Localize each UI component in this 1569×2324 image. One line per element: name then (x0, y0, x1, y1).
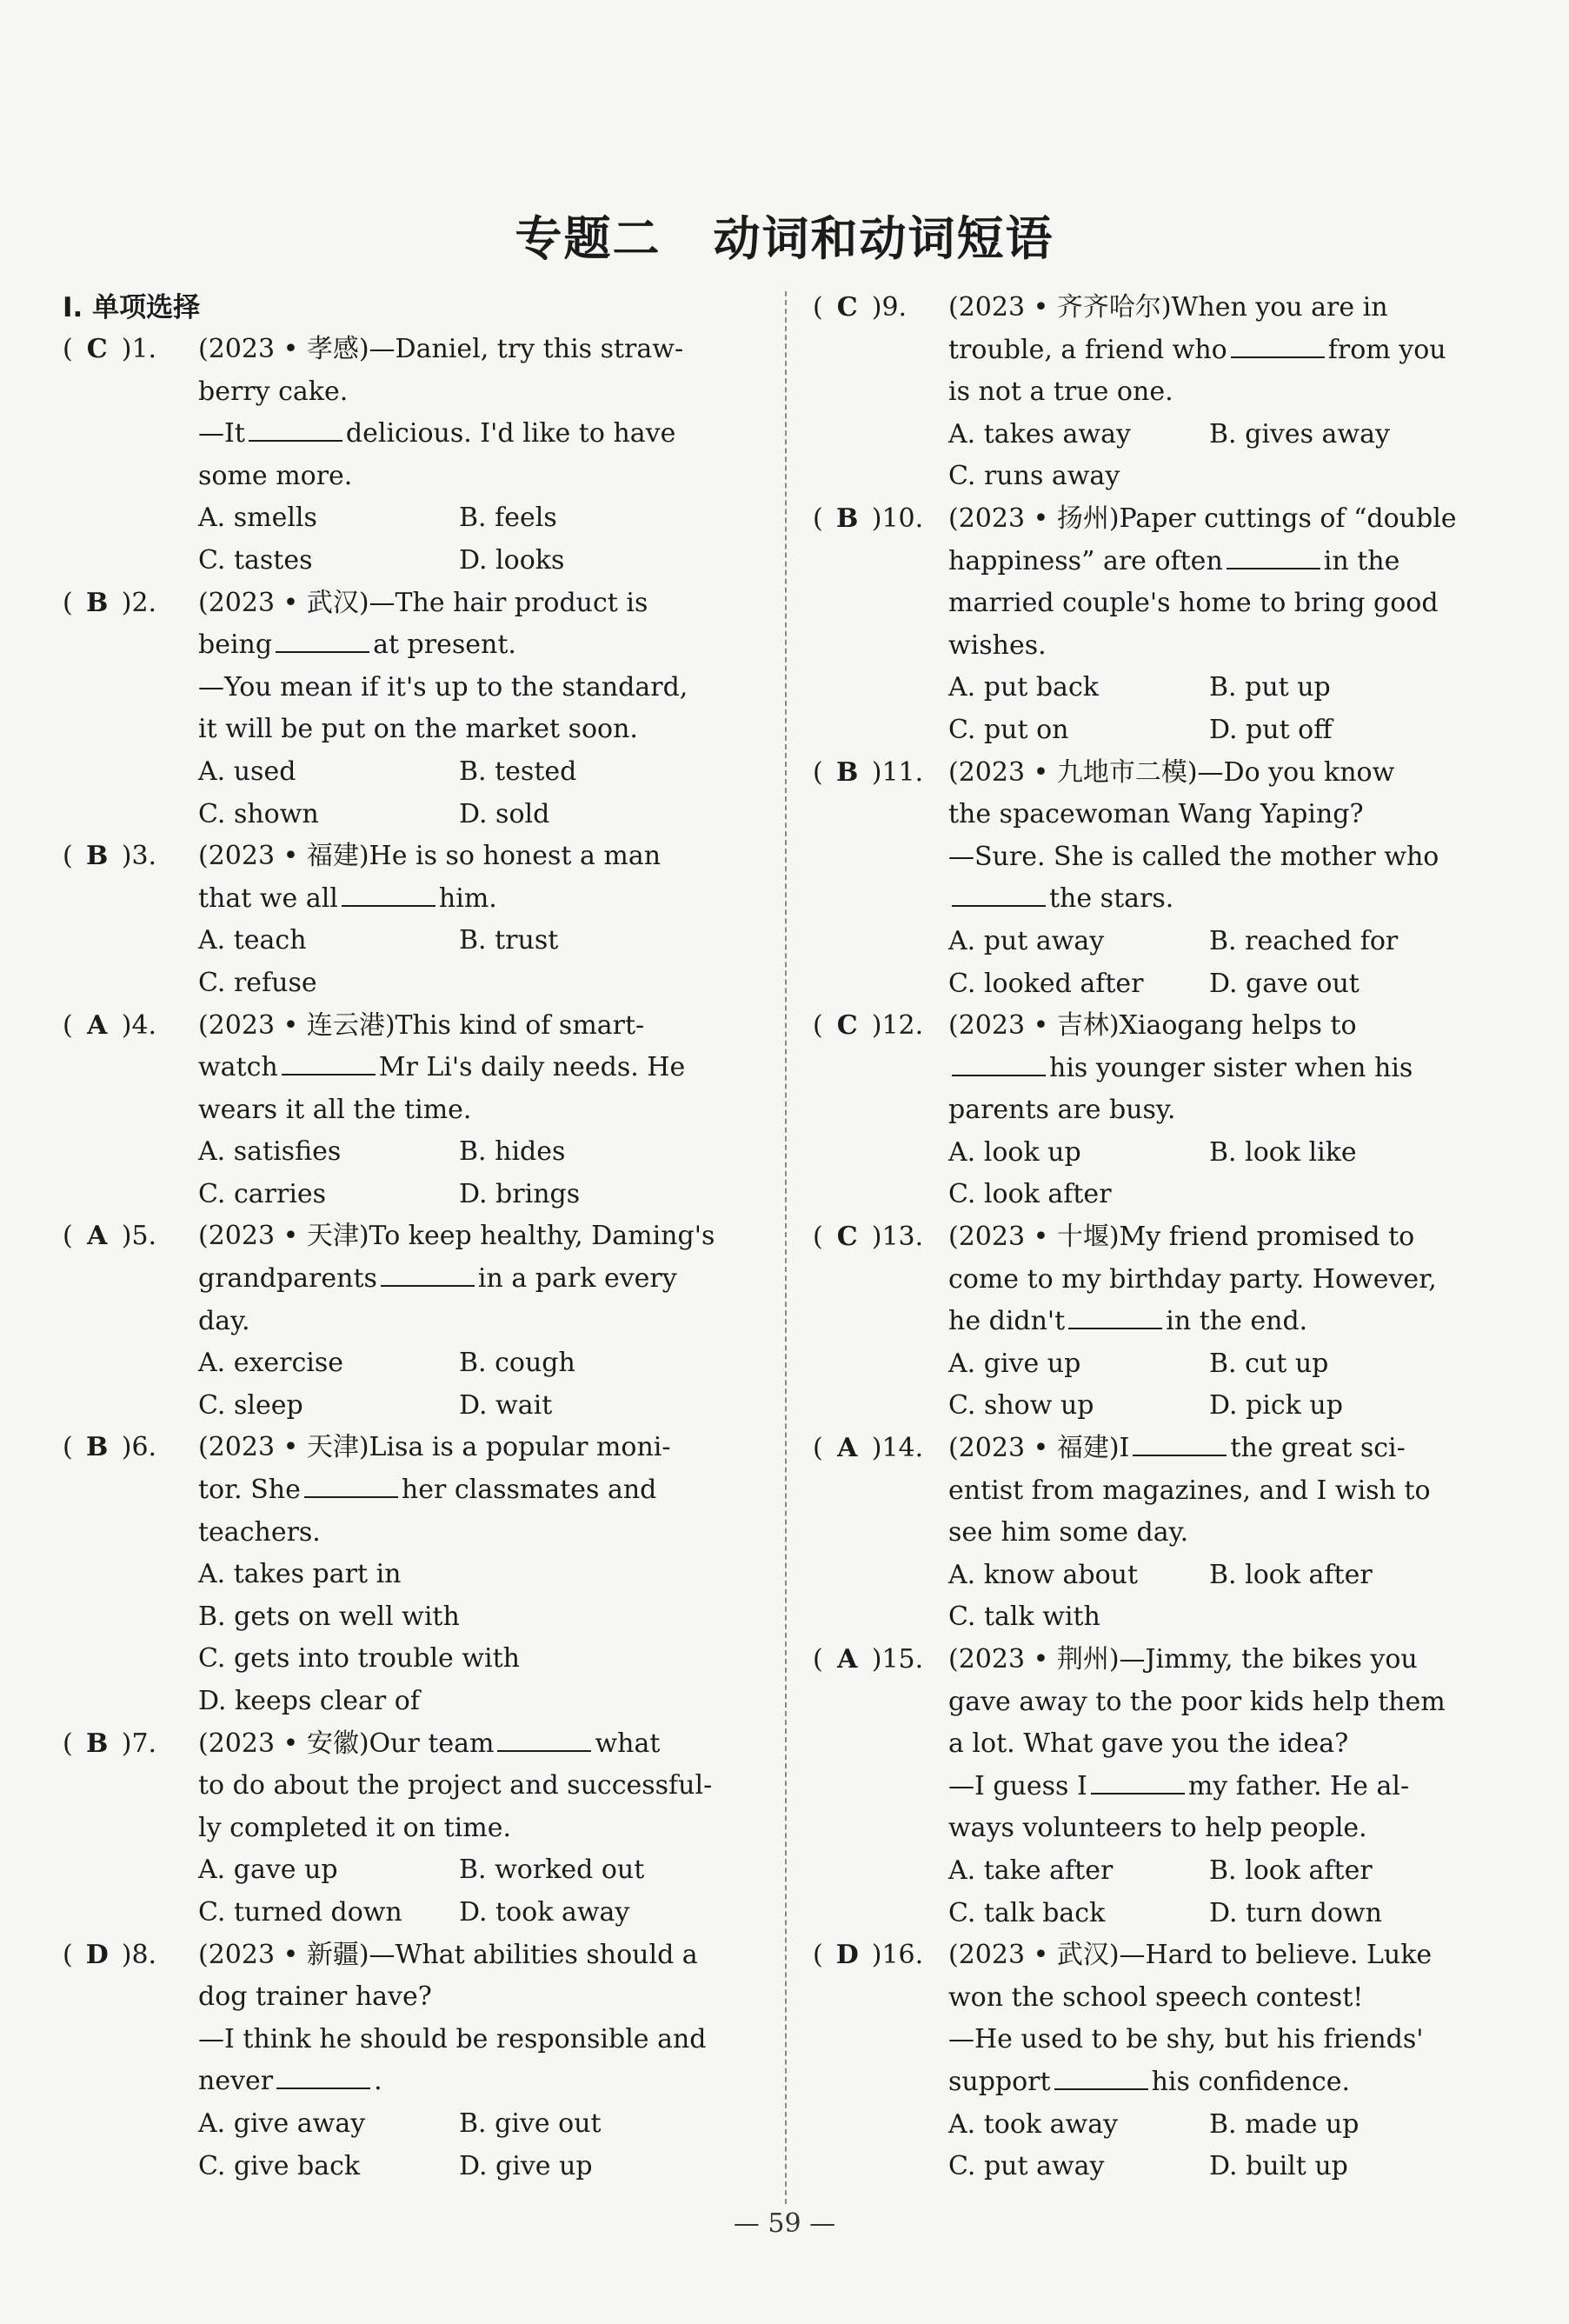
answer-letter: A (87, 1221, 108, 1252)
option: B. reached for (1209, 925, 1399, 956)
answer-letter: D (835, 1940, 859, 1971)
option: B. cut up (1209, 1348, 1329, 1379)
question-source: (2023 • 天津) (198, 1432, 369, 1463)
option: D. took away (459, 1896, 630, 1928)
question-source: (2023 • 武汉) (198, 587, 369, 618)
question-source: (2023 • 福建) (198, 841, 369, 872)
option: C. talk with (948, 1601, 1100, 1633)
left-column (63, 287, 758, 2187)
answer-bracket: ( C )12. (813, 1005, 948, 1048)
answer-bracket: ( C )1. (63, 329, 198, 371)
answer-blank (1054, 2062, 1148, 2090)
question-13: ( C )13. (2023 • 十堰)My friend promised to come to my birthday party. However, he didn't in the end. A. give up B. cut up C. show up D. pick up (813, 1216, 1508, 1428)
option: A. satisfies (198, 1136, 342, 1168)
option: D. looks (459, 544, 565, 576)
option: D. brings (459, 1178, 581, 1209)
question-2: ( B )2. (2023 • 武汉)—The hair product is being at present. —You mean if it's up to the standard, it will be put on the market soon. A. used B. tested C. shown D. sold (63, 583, 758, 836)
option: A. take after (948, 1855, 1114, 1886)
question-source: (2023 • 荆州) (948, 1644, 1120, 1675)
question-number: 10. (881, 503, 924, 534)
question-number: 16. (881, 1940, 924, 1971)
question-11: ( B )11. (2023 • 九地市二模)—Do you know the spacewoman Wang Yaping? —Sure. She is called the mother who the stars. A. put away B. reached for C. looked after D. gave out (813, 752, 1508, 1006)
option: A. used (198, 756, 296, 787)
answer-blank (1227, 542, 1320, 569)
question-number: 12. (881, 1010, 924, 1042)
option: D. wait (459, 1389, 553, 1421)
question-15: ( A )15. (2023 • 荆州)—Jimmy, the bikes you gave away to the poor kids help them a lot. What gave you the idea? —I guess I my father. He al- ways volunteers to help people. A. take after B. look after C. talk back D. turn down (813, 1639, 1508, 1934)
question-source: (2023 • 武汉) (948, 1940, 1120, 1971)
option: A. gave up (198, 1855, 338, 1886)
options (813, 667, 1508, 751)
answer-letter: B (86, 1728, 109, 1759)
page-title: 专题二 动词和动词短语 (515, 211, 1054, 266)
option: B. gives away (1209, 418, 1390, 449)
answer-blank (952, 1049, 1046, 1076)
option: C. put on (948, 714, 1069, 745)
question-source: (2023 • 新疆) (198, 1939, 369, 1970)
answer-blank (276, 2061, 370, 2089)
answer-bracket: ( B )11. (813, 752, 948, 795)
question-number: 9. (881, 292, 907, 323)
answer-bracket: ( B )7. (63, 1723, 198, 1766)
options (63, 497, 758, 582)
options (813, 1343, 1508, 1428)
answer-blank (381, 1259, 475, 1287)
question-16: ( D )16. (2023 • 武汉)—Hard to believe. Luke won the school speech contest! —He used to be shy, but his friends' support his confidence. A. took away B. made up C. put away D. built up (813, 1934, 1508, 2188)
option: A. give up (948, 1348, 1081, 1379)
question-number: 11. (881, 756, 924, 788)
section-heading: Ⅰ. 单项选择 (63, 292, 201, 323)
question-6: ( B )6. (2023 • 天津)Lisa is a popular moni- tor. She her classmates and teachers. A. takes part in B. gets on well with C. gets into trouble with D. keeps clear of (63, 1427, 758, 1722)
answer-blank (282, 1048, 376, 1075)
answer-letter: B (836, 756, 859, 788)
options (63, 2103, 758, 2187)
answer-letter: B (86, 841, 109, 872)
question-7: ( B )7. (2023 • 安徽)Our team what to do about the project and successful- ly completed it on time. A. gave up B. worked out C. turned down D. took away (63, 1723, 758, 1934)
option: C. refuse (198, 967, 317, 998)
question-3: ( B )3. (2023 • 福建)He is so honest a man that we all him. A. teach B. trust C. refuse (63, 836, 758, 1004)
answer-letter: B (86, 1432, 109, 1463)
option: B. gets on well with (198, 1601, 460, 1632)
answer-bracket: ( D )8. (63, 1934, 198, 1977)
answer-letter: D (85, 1939, 109, 1970)
question-5: ( A )5. (2023 • 天津)To keep healthy, Daming's grandparents in a park every day. A. exercise B. cough C. sleep D. wait (63, 1215, 758, 1427)
answer-bracket: ( B )3. (63, 836, 198, 878)
option: B. hides (459, 1136, 566, 1168)
answer-blank (304, 1470, 398, 1498)
question-number: 15. (881, 1644, 924, 1675)
option: B. made up (1209, 2108, 1360, 2140)
answer-bracket: ( A )4. (63, 1005, 198, 1048)
question-number: 2. (131, 587, 157, 618)
question-source: (2023 • 吉林) (948, 1010, 1120, 1042)
options (813, 1850, 1508, 1934)
question-number: 1. (131, 334, 157, 364)
option: C. sleep (198, 1389, 303, 1421)
question-14: ( A )14. (2023 • 福建)I the great sci- entist from magazines, and I wish to see him some day. A. know about B. look after C. talk with (813, 1428, 1508, 1639)
answer-bracket: ( B )6. (63, 1427, 198, 1469)
option: D. sold (459, 798, 550, 829)
option: D. keeps clear of (198, 1686, 420, 1716)
page-number: — 59 — (733, 2208, 836, 2239)
question-source: (2023 • 齐齐哈尔) (948, 292, 1172, 323)
answer-letter: A (837, 1433, 858, 1464)
question-source: (2023 • 天津) (198, 1221, 369, 1252)
option: B. trust (459, 925, 559, 956)
options (63, 1849, 758, 1934)
option: B. cough (459, 1348, 575, 1379)
answer-blank (1068, 1302, 1162, 1329)
option: B. worked out (459, 1855, 645, 1886)
question-number: 7. (131, 1728, 157, 1759)
options (63, 751, 758, 836)
option: B. feels (459, 503, 557, 534)
option: A. smells (198, 503, 317, 534)
answer-letter: B (836, 503, 859, 534)
answer-bracket: ( C )13. (813, 1216, 948, 1259)
question-source: (2023 • 连云港) (198, 1009, 396, 1041)
option: A. put away (948, 925, 1105, 956)
question-source: (2023 • 九地市二模) (948, 756, 1198, 788)
options (813, 921, 1508, 1005)
option: C. turned down (198, 1896, 402, 1928)
answer-blank (342, 879, 435, 907)
options (813, 2104, 1508, 2188)
option: C. shown (198, 798, 319, 829)
option: C. show up (948, 1390, 1094, 1422)
option: C. give back (198, 2150, 361, 2181)
option: A. takes away (948, 418, 1131, 449)
question-number: 14. (881, 1433, 924, 1464)
answer-bracket: ( B )10. (813, 498, 948, 541)
option: D. pick up (1209, 1390, 1343, 1422)
column-divider (785, 291, 787, 2204)
question-source: (2023 • 福建) (948, 1433, 1120, 1464)
question-number: 13. (881, 1222, 924, 1253)
answer-blank (1133, 1428, 1227, 1456)
question-12: ( C )12. (2023 • 吉林)Xiaogang helps to his younger sister when his parents are busy. A. look up B. look like C. look after (813, 1005, 1508, 1216)
option: A. look up (948, 1136, 1081, 1168)
option: D. turn down (1209, 1897, 1382, 1928)
option: B. put up (1209, 672, 1331, 703)
option: C. look after (948, 1179, 1112, 1210)
answer-letter: A (87, 1009, 108, 1041)
answer-letter: C (86, 334, 108, 364)
option: A. teach (198, 925, 307, 956)
options (813, 1555, 1508, 1639)
options (63, 1554, 758, 1722)
answer-bracket: ( A )5. (63, 1215, 198, 1258)
option: B. give out (459, 2108, 602, 2139)
question-9: ( C )9. (2023 • 齐齐哈尔)When you are in trouble, a friend who from you is not a true one. A. takes away B. gives away C. runs away (813, 287, 1508, 498)
right-column (813, 287, 1508, 2188)
answer-bracket: ( A )15. (813, 1639, 948, 1681)
question-source: (2023 • 扬州) (948, 503, 1120, 534)
question-4: ( A )4. (2023 • 连云港)This kind of smart- watch Mr Li's daily needs. He wears it all the time. A. satisfies B. hides C. carries D. brings (63, 1005, 758, 1216)
option: C. carries (198, 1178, 327, 1209)
options (813, 1132, 1508, 1216)
option: C. tastes (198, 544, 313, 576)
answer-blank (276, 625, 369, 653)
option: A. took away (948, 2108, 1119, 2140)
option: D. give up (459, 2150, 593, 2181)
question-number: 4. (131, 1009, 157, 1041)
option: C. looked after (948, 968, 1144, 999)
option: C. gets into trouble with (198, 1643, 520, 1675)
answer-letter: B (86, 587, 109, 618)
option: B. tested (459, 756, 577, 787)
option: D. built up (1209, 2151, 1348, 2182)
options (63, 1131, 758, 1215)
option: A. takes part in (198, 1559, 402, 1590)
option: A. put back (948, 672, 1099, 703)
answer-blank (952, 879, 1046, 907)
question-number: 5. (131, 1221, 157, 1252)
option: A. know about (948, 1559, 1139, 1590)
option: B. look after (1209, 1855, 1373, 1886)
option: C. runs away (948, 461, 1120, 492)
question-number: 8. (131, 1939, 157, 1970)
answer-blank (249, 414, 342, 442)
answer-letter: C (836, 1010, 858, 1042)
question-source: (2023 • 十堰) (948, 1222, 1120, 1253)
question-10: ( B )10. (2023 • 扬州)Paper cuttings of “double happiness” are often in the married couple's home to bring good wishes. A. put back B. put up C. put on D. put off (813, 498, 1508, 752)
question-source: (2023 • 安徽) (198, 1728, 369, 1759)
option: C. talk back (948, 1897, 1106, 1928)
options (813, 414, 1508, 498)
option: A. give away (198, 2108, 366, 2139)
answer-bracket: ( A )14. (813, 1428, 948, 1470)
answer-blank (497, 1724, 591, 1752)
question-number: 3. (131, 841, 157, 872)
option: B. look after (1209, 1559, 1373, 1590)
answer-bracket: ( C )9. (813, 287, 948, 330)
question-8: ( D )8. (2023 • 新疆)—What abilities should a dog trainer have? —I think he should be responsible and never . A. give away B. give out C. give back D. give up (63, 1934, 758, 2188)
answer-bracket: ( B )2. (63, 583, 198, 625)
option: B. look like (1209, 1136, 1357, 1168)
answer-blank (1091, 1767, 1185, 1795)
options (63, 920, 758, 1004)
answer-letter: A (837, 1644, 858, 1675)
option: D. put off (1209, 714, 1333, 745)
answer-letter: C (836, 292, 858, 323)
answer-bracket: ( D )16. (813, 1934, 948, 1977)
question-1: ( C )1. (2023 • 孝感)—Daniel, try this straw- berry cake. —It delicious. I'd like to have some more. A. smells B. feels C. tastes D. looks (63, 329, 758, 583)
option: A. exercise (198, 1348, 344, 1379)
option: D. gave out (1209, 968, 1360, 999)
question-number: 6. (131, 1432, 157, 1463)
answer-blank (1231, 330, 1325, 358)
answer-letter: C (836, 1222, 858, 1253)
question-source: (2023 • 孝感) (198, 334, 369, 364)
options (63, 1342, 758, 1427)
option: C. put away (948, 2151, 1105, 2182)
